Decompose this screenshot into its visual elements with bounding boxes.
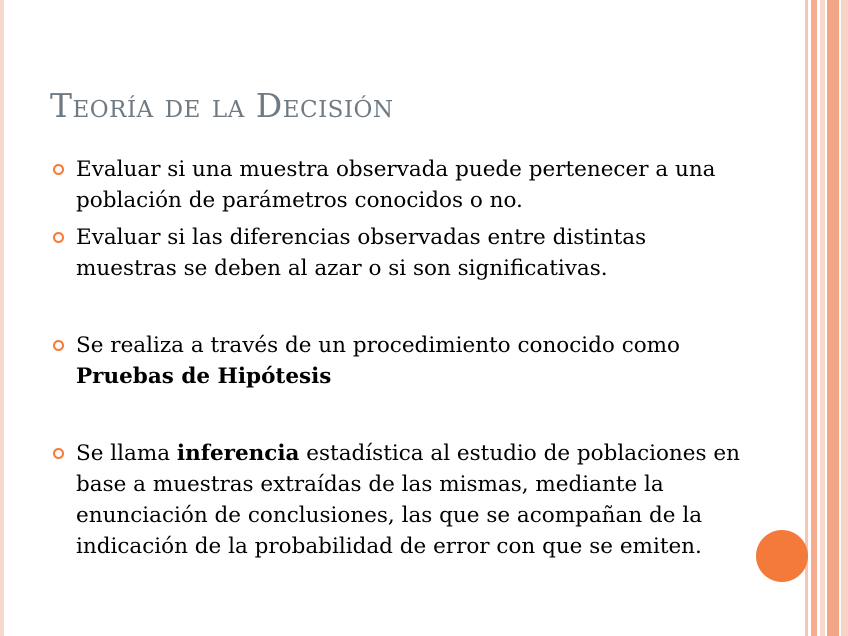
bullet-text: Se llama <box>76 441 177 466</box>
decorative-stripe <box>820 0 825 636</box>
bullet-text: Se realiza a través de un procedimiento conocido como <box>76 333 681 358</box>
bullet-circle-icon <box>53 232 64 243</box>
bullet-circle-icon <box>53 340 64 351</box>
bullet-text: estadística al estudio de poblaciones en base a muestras extraídas de las mismas, mediante la enunciación de conclusiones, las que se acompañan de la indicación de la probabilidad de error con que se emiten. <box>76 441 740 559</box>
bullet-circle-icon <box>53 448 64 459</box>
bullet-item <box>50 222 740 284</box>
decorative-stripe <box>811 0 817 636</box>
bullet-text: Evaluar si una muestra observada puede pertenecer a una población de parámetros conocidos o no. <box>76 157 716 213</box>
bullet-circle-icon <box>53 164 64 175</box>
bullet-text: Evaluar si las diferencias observadas entre distintas muestras se deben al azar o si son significativas. <box>76 225 647 281</box>
orange-circle-decoration <box>756 530 808 582</box>
bullet-item <box>50 438 740 562</box>
decorative-stripe <box>841 0 848 636</box>
decorative-stripe <box>827 0 839 636</box>
bullet-item <box>50 154 740 216</box>
bullet-bold-term: inferencia <box>176 441 300 466</box>
left-border-strip <box>0 0 4 636</box>
bullet-bold-term: Pruebas de Hipótesis <box>76 364 332 389</box>
slide-title: Teoría de la Decisión <box>50 86 394 125</box>
bullet-item <box>50 330 740 392</box>
decorative-stripe <box>805 0 808 636</box>
bullet-list <box>50 154 740 562</box>
